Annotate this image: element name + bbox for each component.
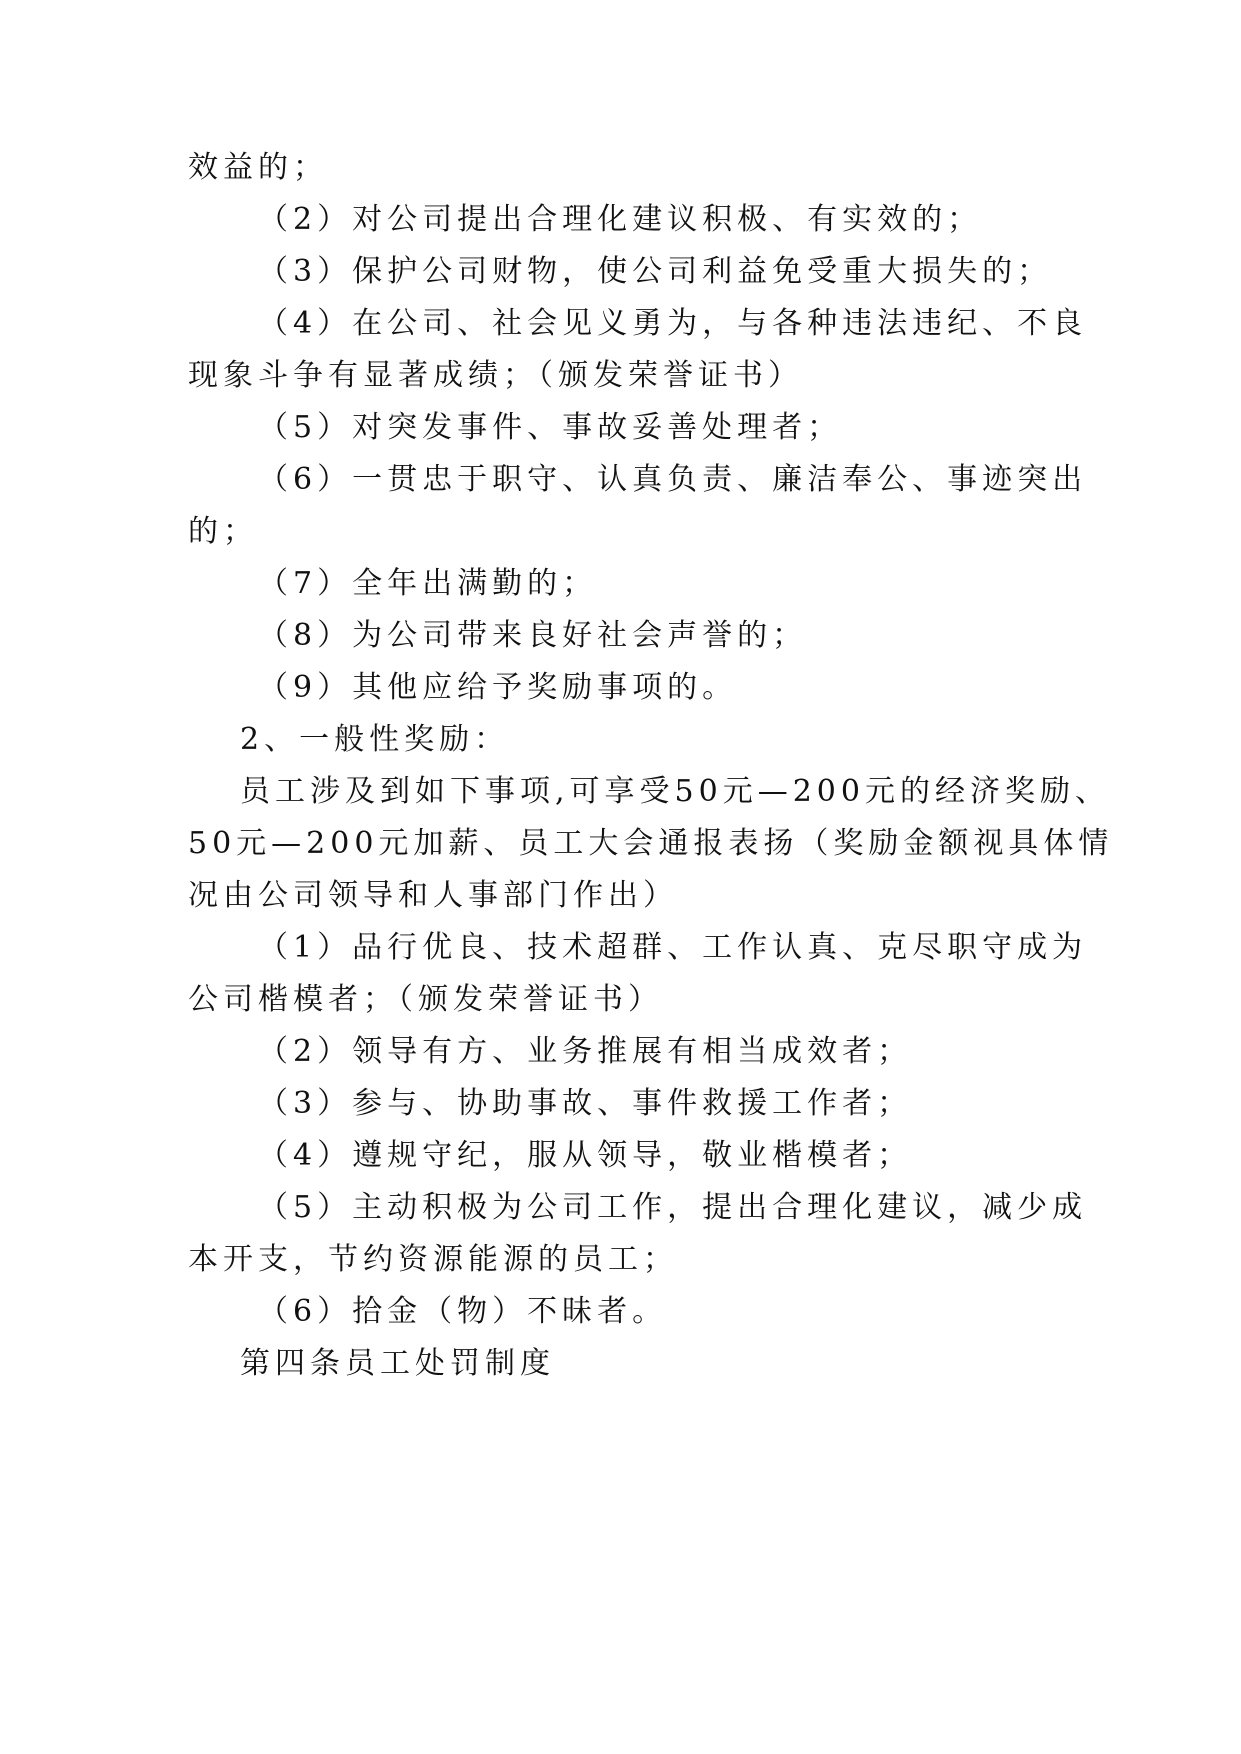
text-line: 效益的； <box>188 150 328 185</box>
list-item: （6）一贯忠于职守、认真负责、廉洁奉公、事迹突出 <box>258 462 1088 497</box>
paragraph-line: 员工涉及到如下事项,可享受50元—200元的经济奖励、 <box>240 774 1110 809</box>
list-item: （3）保护公司财物，使公司利益免受重大损失的； <box>258 254 1053 289</box>
list-item: （6）拾金（物）不昧者。 <box>258 1294 668 1329</box>
list-item: （3）参与、协助事故、事件救援工作者； <box>258 1086 913 1121</box>
list-item: （5）主动积极为公司工作，提出合理化建议，减少成 <box>258 1190 1088 1225</box>
list-item: （5）对突发事件、事故妥善处理者； <box>258 410 843 445</box>
section-heading: 2、一般性奖励： <box>240 722 510 757</box>
list-item: （7）全年出满勤的； <box>258 566 598 601</box>
list-item: （2）对公司提出合理化建议积极、有实效的； <box>258 202 983 237</box>
section-heading: 第四条员工处罚制度 <box>240 1346 555 1381</box>
text-line: 本开支，节约资源能源的员工； <box>188 1242 678 1277</box>
paragraph-line: 50元—200元加薪、员工大会通报表扬（奖励金额视具体情 <box>188 826 1114 861</box>
text-line: 公司楷模者；（颁发荣誉证书） <box>188 982 663 1017</box>
list-item: （2）领导有方、业务推展有相当成效者； <box>258 1034 913 1069</box>
text-line: 现象斗争有显著成绩；（颁发荣誉证书） <box>188 358 803 393</box>
list-item: （9）其他应给予奖励事项的。 <box>258 670 738 705</box>
list-item: （8）为公司带来良好社会声誉的； <box>258 618 808 653</box>
list-item: （4）遵规守纪，服从领导，敬业楷模者； <box>258 1138 913 1173</box>
list-item: （1）品行优良、技术超群、工作认真、克尽职守成为 <box>258 930 1088 965</box>
paragraph-line: 况由公司领导和人事部门作出） <box>188 878 678 913</box>
text-line: 的； <box>188 514 258 549</box>
list-item: （4）在公司、社会见义勇为，与各种违法违纪、不良 <box>258 306 1088 341</box>
